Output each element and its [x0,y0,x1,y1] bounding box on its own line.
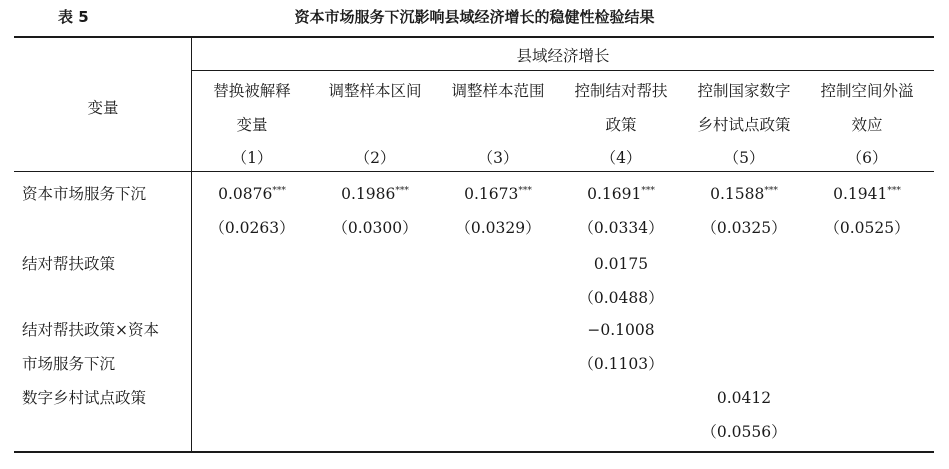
coefficient-value: 0.1986 [341,185,396,203]
column-header-line2: 变量 [236,116,268,134]
row-label: 结对帮扶政策×资本 [22,321,159,339]
coefficient-cell [683,388,805,408]
row-label: 资本市场服务下沉 [22,185,147,203]
significance-stars: *** [272,186,286,196]
column-number: （3） [477,149,519,167]
coefficient-value: 0.0876 [218,185,273,203]
column-number: （1） [231,149,273,167]
bottom-rule [14,451,934,453]
significance-stars: *** [395,186,409,196]
column-header-line2: 效应 [851,116,883,134]
column-number: （5） [723,149,765,167]
table-label: 表 5 [58,8,89,26]
group-header: 县域经济增长 [516,47,610,65]
coefficient-value: 0.0175 [593,255,649,273]
column-header-line1: 调整样本区间 [328,82,422,100]
standard-error-cell: （0.1103） [578,355,664,373]
coefficient-value: 0.1691 [587,185,642,203]
group-rule [192,70,934,71]
table-title: 资本市场服务下沉影响县域经济增长的稳健性检验结果 [294,8,655,26]
coefficient-cell [560,254,682,274]
coefficient-value: 0.1673 [464,185,519,203]
top-rule [14,36,934,38]
variable-header: 变量 [87,99,119,117]
standard-error-cell: （0.0488） [578,289,664,307]
standard-error-cell: （0.0325） [701,219,787,237]
column-number: （2） [354,149,396,167]
standard-error-cell: （0.0329） [455,219,541,237]
coefficient-cell [437,184,559,204]
standard-error-cell: （0.0525） [824,219,910,237]
coefficient-cell [806,184,928,204]
coefficient-cell [191,184,313,204]
column-header-line1: 调整样本范围 [451,82,545,100]
column-header-line1: 控制空间外溢 [820,82,914,100]
row-label: 数字乡村试点政策 [22,389,147,407]
coefficient-value: 0.0412 [716,389,772,407]
column-number: （4） [600,149,642,167]
standard-error-cell: （0.0334） [578,219,664,237]
column-number: （6） [846,149,888,167]
significance-stars: *** [764,186,778,196]
significance-stars: *** [641,186,655,196]
coefficient-value: 0.1941 [833,185,888,203]
significance-stars: *** [518,186,532,196]
header-rule [14,171,934,172]
column-header-line1: 控制国家数字 [697,82,791,100]
standard-error-cell: （0.0556） [701,423,787,441]
coefficient-value: −0.1008 [587,321,655,339]
coefficient-cell [683,184,805,204]
standard-error-cell: （0.0263） [209,219,295,237]
column-header-line2: 政策 [605,116,637,134]
coefficient-cell [560,184,682,204]
column-header-line2: 乡村试点政策 [697,116,791,134]
coefficient-cell [314,184,436,204]
row-label: 结对帮扶政策 [22,255,116,273]
standard-error-cell: （0.0300） [332,219,418,237]
column-header-line1: 替换被解释 [213,82,291,100]
coefficient-value: 0.1588 [710,185,765,203]
significance-stars: *** [887,186,901,196]
coefficient-cell [560,320,682,340]
table-caption [0,0,949,34]
results-table [14,36,934,453]
row-label-continued: 市场服务下沉 [22,355,116,373]
column-header-line1: 控制结对帮扶 [574,82,668,100]
